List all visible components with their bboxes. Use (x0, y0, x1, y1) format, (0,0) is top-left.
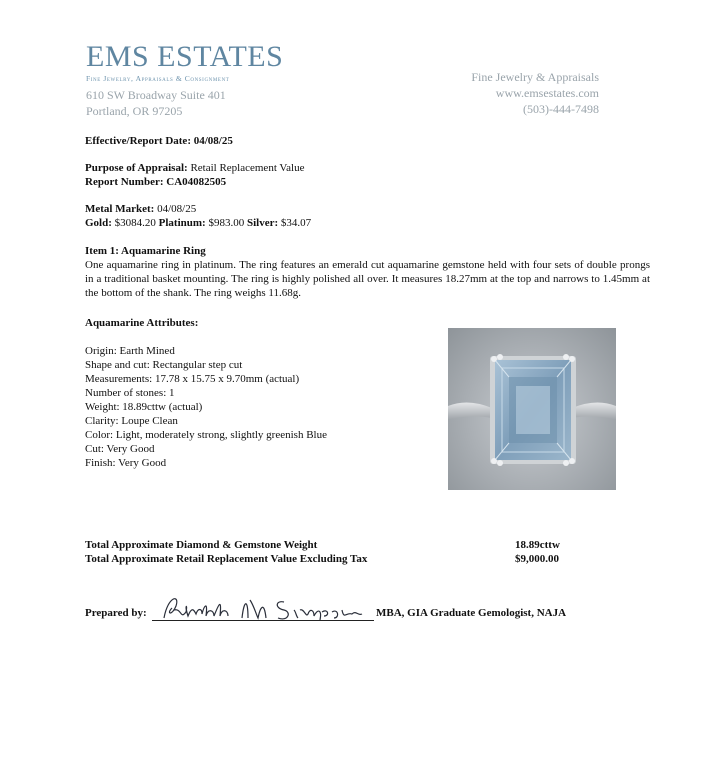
address-line-1: 610 SW Broadway Suite 401 (86, 88, 226, 102)
item-description: One aquamarine ring in platinum. The ring features an emerald cut aquamarine gemstone held with four sets of double prongs in a traditional basket mounting. The ring is highly polished all over. It measures 18.27mm at the top and narrows to 1.45mm at the bottom of the shank. The ring weighs 11.68g. (85, 259, 650, 299)
address-line-2: Portland, OR 97205 (86, 104, 183, 118)
metal-market-date: 04/08/25 (157, 203, 197, 215)
report-number-row (85, 175, 226, 189)
attribute-line: Color: Light, moderately strong, slightly greenish Blue (85, 429, 327, 441)
header-phone: (503)-444-7498 (523, 102, 599, 116)
attribute-line: Origin: Earth Mined (85, 345, 175, 357)
gold-value: $3084.20 (114, 217, 156, 229)
report-number-label: Report Number: (85, 176, 164, 188)
effective-date-label: Effective/Report Date: (85, 135, 191, 147)
attribute-line: Finish: Very Good (85, 457, 167, 469)
effective-date-value: 04/08/25 (193, 135, 233, 147)
attribute-line: Weight: 18.89cttw (actual) (85, 401, 203, 413)
silver-label: Silver: (246, 217, 279, 229)
gold-label: Gold: (85, 217, 112, 229)
signature-image (158, 590, 368, 626)
item-title: Item 1: Aquamarine Ring (85, 245, 206, 257)
purpose-label: Purpose of Appraisal: (85, 162, 188, 174)
effective-date-row (85, 134, 233, 148)
attribute-line: Shape and cut: Rectangular step cut (85, 359, 243, 371)
attribute-line: Number of stones: 1 (85, 387, 175, 399)
purpose-row (85, 161, 304, 175)
silver-value: $34.07 (280, 217, 312, 229)
attributes-heading: Aquamarine Attributes: (85, 317, 199, 329)
total-weight-label: Total Approximate Diamond & Gemstone Weight (85, 539, 318, 551)
platinum-value: $983.00 (208, 217, 245, 229)
attribute-line: Clarity: Loupe Clean (85, 415, 178, 427)
total-weight-value: 18.89cttw (515, 539, 560, 551)
metal-prices-row (85, 216, 311, 230)
report-number-value: CA04082505 (166, 176, 227, 188)
prepared-by-label: Prepared by: (85, 607, 147, 619)
company-logo: EMS ESTATES (86, 40, 284, 73)
header-right-line-1: Fine Jewelry & Appraisals (471, 70, 599, 84)
total-value-label: Total Approximate Retail Replacement Value Excluding Tax (85, 553, 368, 565)
metal-market-row (85, 202, 196, 216)
attribute-line: Cut: Very Good (85, 443, 155, 455)
ring-photo (448, 328, 616, 490)
purpose-value: Retail Replacement Value (190, 162, 305, 174)
metal-market-label: Metal Market: (85, 203, 155, 215)
header-website: www.emsestates.com (495, 86, 599, 100)
total-value-value: $9,000.00 (515, 553, 559, 565)
preparer-credentials: MBA, GIA Graduate Gemologist, NAJA (376, 607, 567, 619)
platinum-label: Platinum: (158, 217, 206, 229)
company-tagline: Fine Jewelry, Appraisals & Consignment (86, 74, 230, 83)
ring-illustration (448, 328, 616, 490)
attributes-list (85, 344, 327, 470)
attribute-line: Measurements: 17.78 x 15.75 x 9.70mm (actual) (85, 373, 300, 385)
